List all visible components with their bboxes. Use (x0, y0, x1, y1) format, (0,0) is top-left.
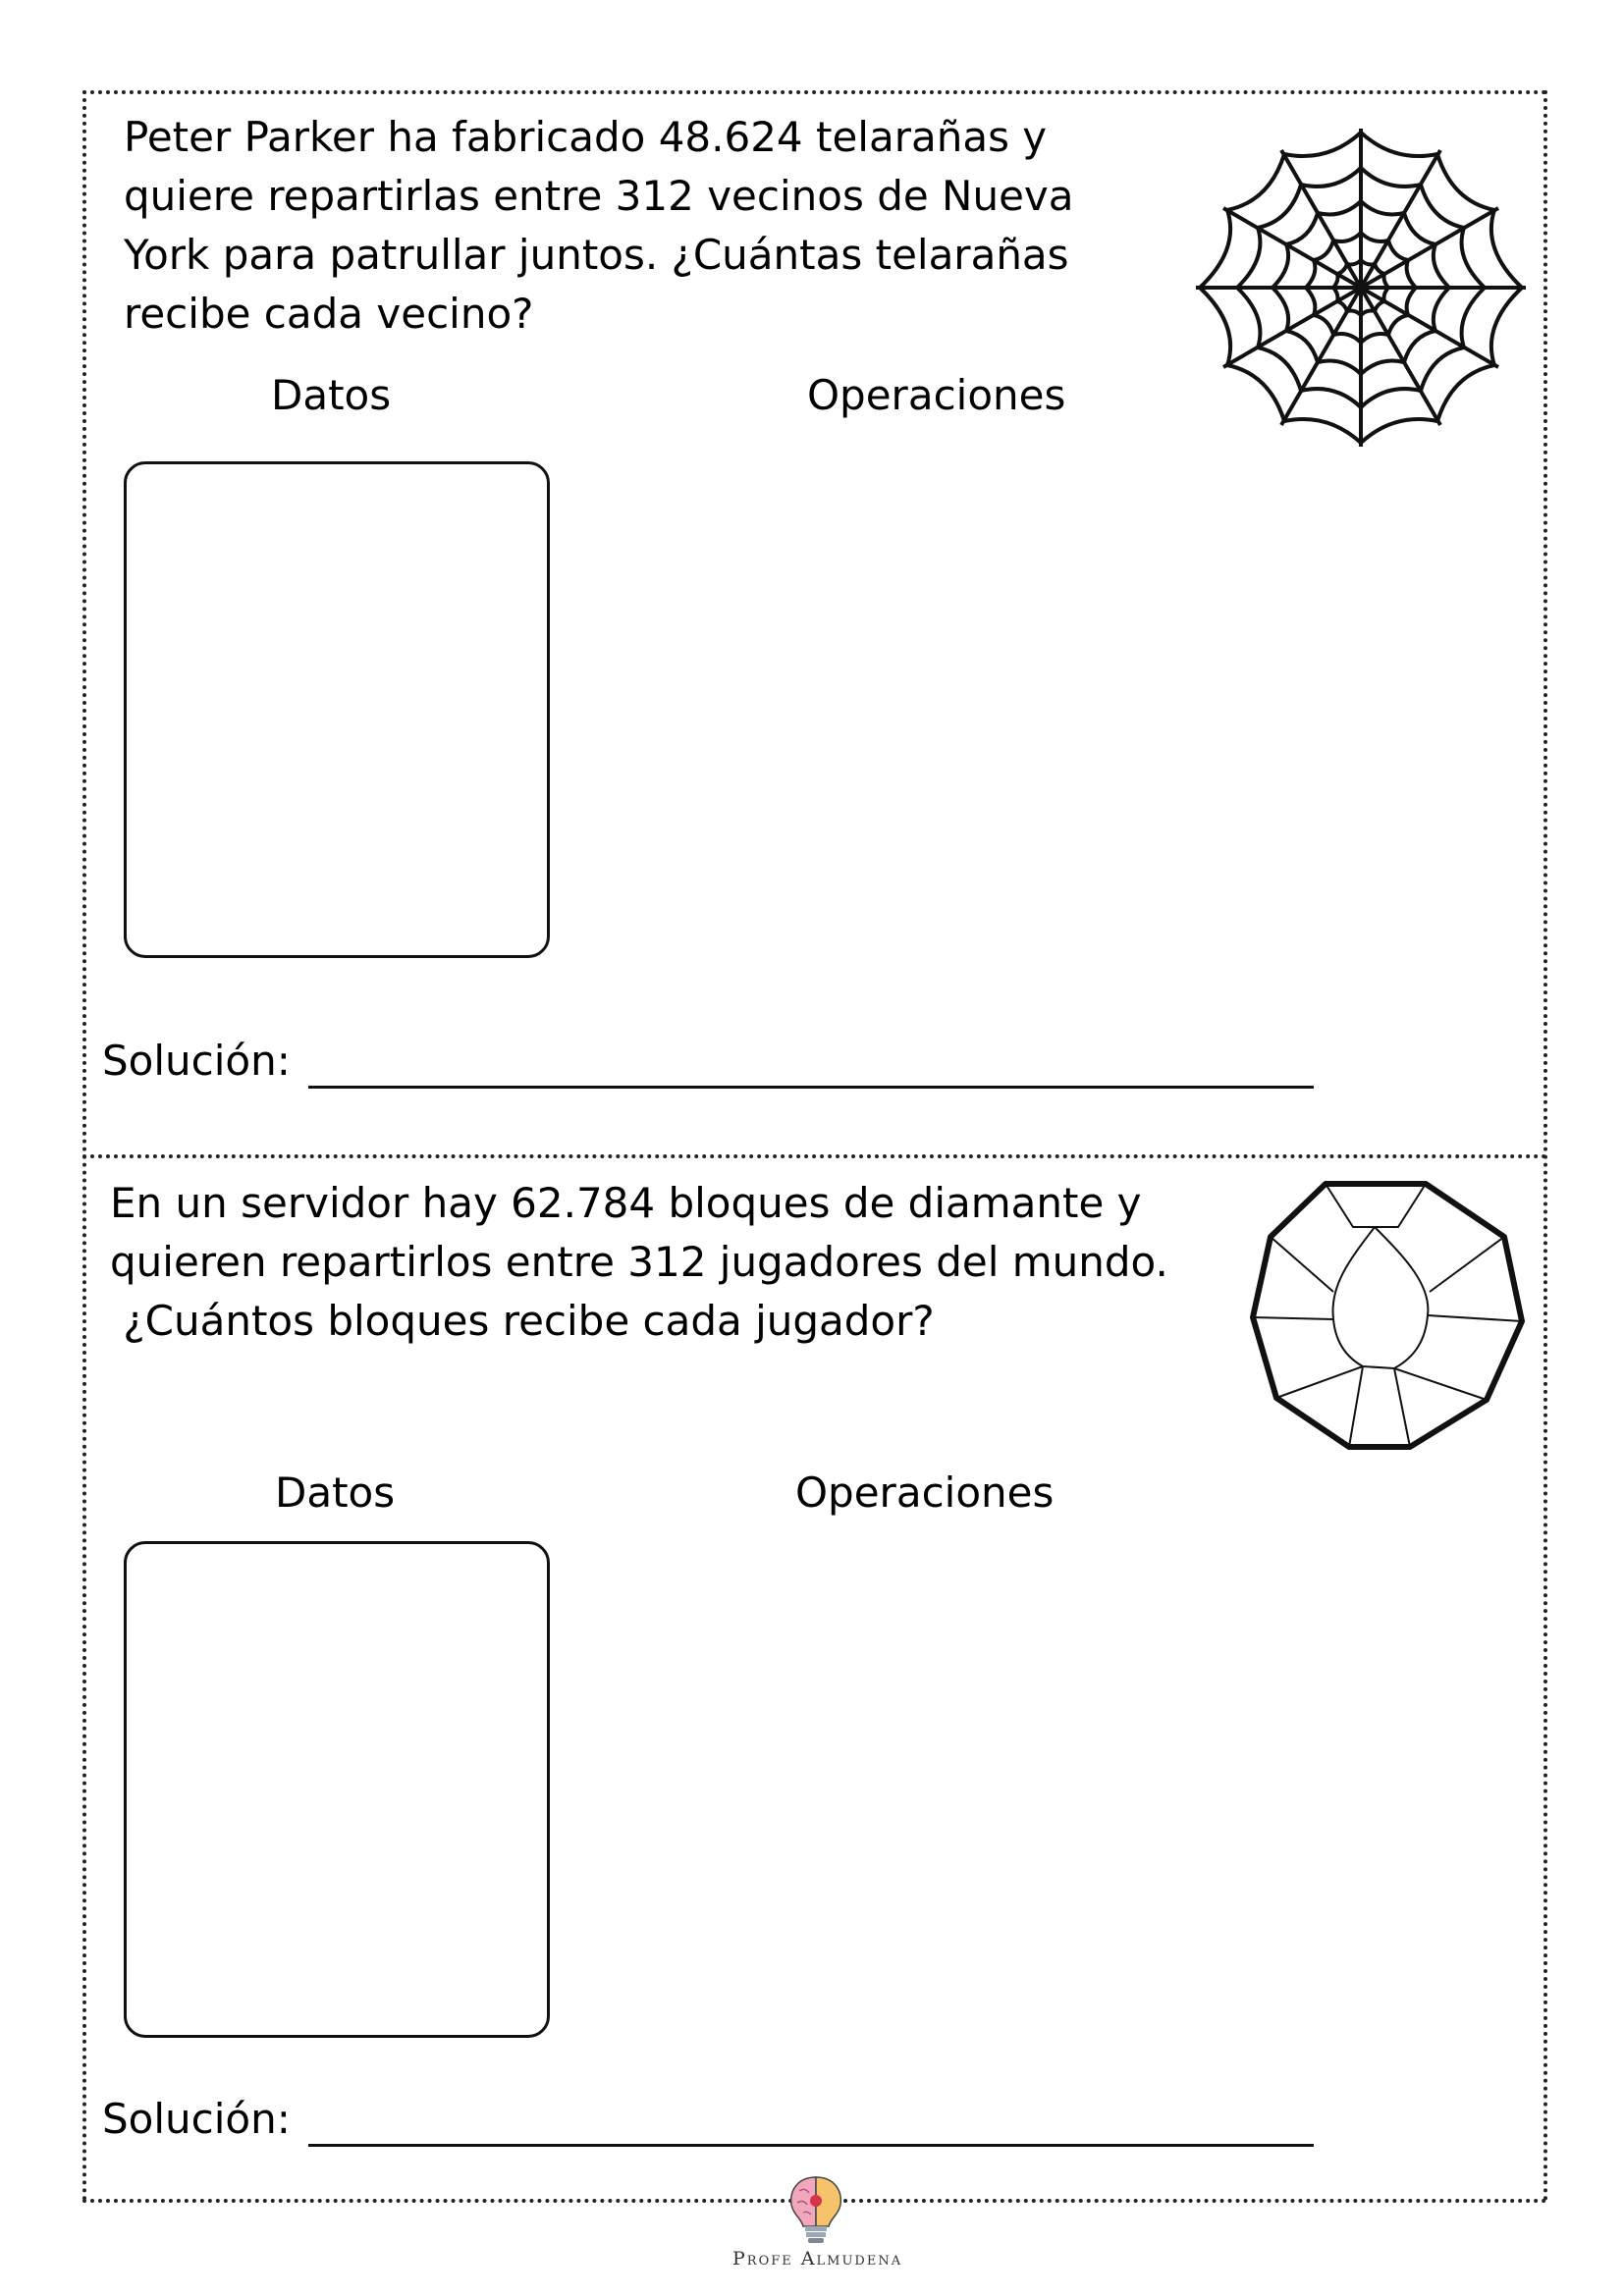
problem-1-line-3: York para patrullar juntos. ¿Cuántas telarañas (124, 231, 1069, 279)
problem-1-line-2: quiere repartirlas entre 312 vecinos de Nueva (124, 172, 1074, 220)
problem-1-operaciones-heading: Operaciones (807, 371, 1066, 419)
problem-2-line-2: quieren repartirlos entre 312 jugadores del mundo. (110, 1238, 1168, 1286)
diamond-gem-icon (1247, 1176, 1532, 1451)
footer-logo (732, 2171, 903, 2289)
problem-2-operaciones-heading: Operaciones (795, 1468, 1055, 1517)
problem-2-line-1: En un servidor hay 62.784 bloques de diamante y (110, 1179, 1142, 1227)
problem-1-solution-label: Solución: (102, 1037, 291, 1085)
spider-web-icon (1192, 124, 1530, 452)
problem-2-datos-box[interactable] (124, 1541, 550, 2038)
problem-1-datos-box[interactable] (124, 461, 550, 958)
problem-2-solution-label: Solución: (102, 2095, 291, 2143)
section-divider (82, 1154, 1547, 1158)
problem-2-solution-line[interactable] (308, 2144, 1314, 2147)
problem-1-text (124, 108, 1074, 344)
problem-1-line-4: recibe cada vecino? (124, 290, 534, 338)
problem-1-solution-line[interactable] (308, 1086, 1314, 1089)
problem-2-operaciones-area[interactable] (805, 1541, 1492, 2032)
problem-1-line-1: Peter Parker ha fabricado 48.624 telarañas y (124, 113, 1048, 161)
footer-brand-text: Profe Almudena (732, 2248, 903, 2269)
lightbulb-brain-logo (772, 2171, 860, 2246)
problem-2-text (110, 1174, 1168, 1351)
problem-2-line-3: ¿Cuántos bloques recibe cada jugador? (110, 1297, 935, 1345)
problem-2-datos-heading: Datos (275, 1468, 396, 1517)
problem-1-operaciones-area[interactable] (805, 461, 1492, 952)
problem-1-datos-heading: Datos (271, 371, 392, 419)
